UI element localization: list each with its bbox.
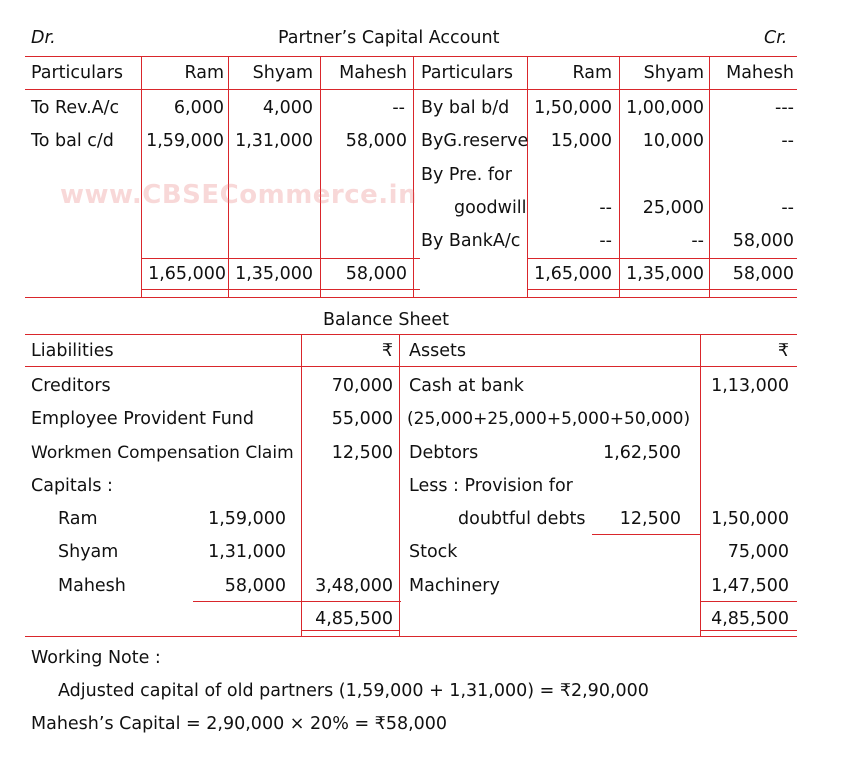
- capital-total-top-rule: [142, 258, 420, 259]
- right-row-shyam: --: [691, 231, 704, 251]
- capital-col-divider: [320, 56, 321, 297]
- right-row-ram: --: [599, 198, 612, 218]
- right-row-particular: By bal b/d: [421, 98, 510, 118]
- dr-label: Dr.: [31, 28, 56, 48]
- total-right-mahesh: 58,000: [732, 264, 794, 284]
- assets-header: Assets: [409, 341, 466, 361]
- left-row-mahesh: 58,000: [345, 131, 407, 151]
- liability-amount: 12,500: [331, 443, 393, 463]
- machinery-rule: [700, 601, 797, 602]
- total-left-ram: 1,65,000: [148, 264, 226, 284]
- header-mahesh-left: Mahesh: [339, 63, 407, 83]
- rupee-right-header: ₹: [777, 341, 789, 361]
- working-note-heading: Working Note :: [31, 648, 161, 668]
- watermark: www.CBSECommerce.in: [60, 180, 418, 210]
- liability-amount: 55,000: [331, 409, 393, 429]
- provision-rule: [592, 534, 700, 535]
- liability-label: Workmen Compensation Claim: [31, 443, 294, 463]
- debtors-amount: 1,62,500: [603, 443, 681, 463]
- debtors-label: Debtors: [409, 443, 479, 463]
- header-ram-right: Ram: [572, 63, 612, 83]
- liabilities-header: Liabilities: [31, 341, 114, 361]
- debtors-net-amount: 1,50,000: [711, 509, 789, 529]
- right-row-shyam: 1,00,000: [626, 98, 704, 118]
- right-row-shyam: 10,000: [642, 131, 704, 151]
- left-row-shyam: 4,000: [262, 98, 313, 118]
- cash-note: (25,000+25,000+5,000+50,000): [407, 409, 691, 429]
- bs-header-rule: [25, 366, 797, 367]
- right-row-ram: 1,50,000: [534, 98, 612, 118]
- capital-amount: 1,31,000: [208, 542, 286, 562]
- left-row-shyam: 1,31,000: [235, 131, 313, 151]
- bs-top-rule: [25, 334, 797, 335]
- capital-name: Shyam: [58, 542, 119, 562]
- rupee-left-header: ₹: [381, 341, 393, 361]
- stock-amount: 75,000: [727, 542, 789, 562]
- machinery-label: Machinery: [409, 576, 500, 596]
- assets-total: 4,85,500: [711, 609, 789, 629]
- header-mahesh-right: Mahesh: [726, 63, 794, 83]
- capital-name: Mahesh: [58, 576, 126, 596]
- liability-amount: 70,000: [331, 376, 393, 396]
- capital-bottom-rule: [25, 297, 797, 298]
- header-particulars-left: Particulars: [31, 63, 124, 83]
- right-row-ram: --: [599, 231, 612, 251]
- capital-amount: 58,000: [224, 576, 286, 596]
- right-row-particular: By Pre. for: [421, 165, 512, 185]
- machinery-amount: 1,47,500: [711, 576, 789, 596]
- capital-center-divider: [413, 56, 414, 297]
- right-row-mahesh: ---: [775, 98, 794, 118]
- total-left-mahesh: 58,000: [345, 264, 407, 284]
- left-row-mahesh: --: [392, 98, 405, 118]
- right-row-mahesh: --: [781, 131, 794, 151]
- working-note-line-2: Mahesh’s Capital = 2,90,000 × 20% = ₹58,000: [31, 714, 448, 734]
- left-row-ram: 6,000: [173, 98, 224, 118]
- capital-col-divider: [709, 56, 710, 297]
- right-row-particular: By BankA/c: [421, 231, 521, 251]
- header-shyam-left: Shyam: [252, 63, 313, 83]
- working-note-line-1: Adjusted capital of old partners (1,59,000 + 1,31,000) = ₹2,90,000: [58, 681, 649, 701]
- capital-total-bottom-rule-right: [528, 289, 797, 290]
- liabilities-total: 4,85,500: [315, 609, 393, 629]
- provision-amount: 12,500: [619, 509, 681, 529]
- capital-col-divider: [228, 56, 229, 297]
- bs-center-divider: [399, 334, 400, 637]
- total-right-ram: 1,65,000: [534, 264, 612, 284]
- capital-amount: 1,59,000: [208, 509, 286, 529]
- left-row-particular: To bal c/d: [31, 131, 114, 151]
- total-right-shyam: 1,35,000: [626, 264, 704, 284]
- balance-sheet-title: Balance Sheet: [323, 310, 449, 330]
- header-shyam-right: Shyam: [643, 63, 704, 83]
- capitals-label: Capitals :: [31, 476, 113, 496]
- liability-label: Employee Provident Fund: [31, 409, 255, 429]
- right-row-mahesh: --: [781, 198, 794, 218]
- right-row-shyam: 25,000: [642, 198, 704, 218]
- right-row-ram: 15,000: [550, 131, 612, 151]
- capitals-subtotal-rule: [193, 601, 401, 602]
- header-particulars-right: Particulars: [421, 63, 514, 83]
- capital-total-top-rule-right: [528, 258, 797, 259]
- capital-total-bottom-rule: [142, 289, 420, 290]
- bs-bottom-rule: [25, 636, 797, 637]
- capital-name: Ram: [58, 509, 98, 529]
- cash-label: Cash at bank: [409, 376, 524, 396]
- liability-label: Creditors: [31, 376, 111, 396]
- provision-label: doubtful debts: [458, 509, 586, 529]
- left-row-ram: 1,59,000: [146, 131, 224, 151]
- capital-col-divider: [527, 56, 528, 297]
- header-ram-left: Ram: [184, 63, 224, 83]
- cr-label: Cr.: [764, 28, 788, 48]
- left-row-particular: To Rev.A/c: [31, 98, 120, 118]
- less-provision-label: Less : Provision for: [409, 476, 573, 496]
- capital-account-title: Partner’s Capital Account: [278, 28, 500, 48]
- right-row-mahesh: 58,000: [732, 231, 794, 251]
- bs-total-rule-right: [700, 630, 797, 631]
- total-left-shyam: 1,35,000: [235, 264, 313, 284]
- stock-label: Stock: [409, 542, 458, 562]
- capital-col-divider: [619, 56, 620, 297]
- right-row-particular: ByG.reserve: [421, 131, 529, 151]
- capitals-total: 3,48,000: [315, 576, 393, 596]
- right-row-particular: goodwill: [454, 198, 527, 218]
- cash-amount: 1,13,000: [711, 376, 789, 396]
- bs-total-rule: [301, 630, 399, 631]
- capital-col-divider: [141, 56, 142, 297]
